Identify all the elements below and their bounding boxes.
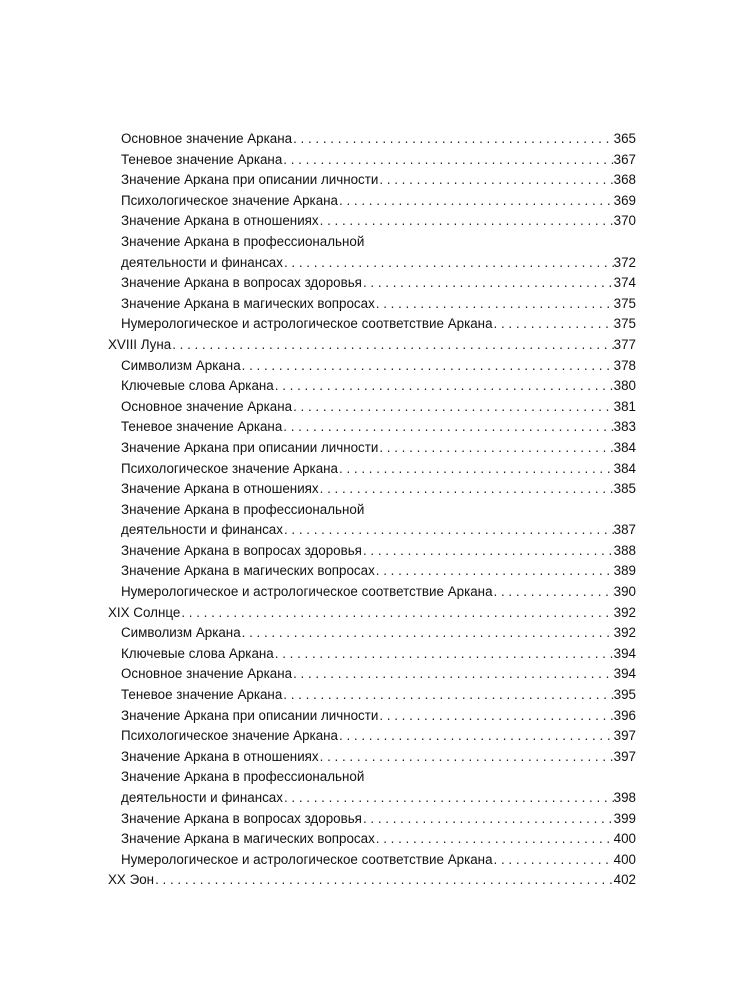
toc-entry-title: Значение Аркана в вопросах здоровья <box>121 275 362 291</box>
toc-entry-title: Нумерологическое и астрологическое соответствие Аркана <box>121 316 493 332</box>
toc-line <box>121 211 636 232</box>
toc-dot-leader <box>241 623 614 644</box>
toc-entry-title: Значение Аркана в отношениях <box>121 481 319 497</box>
toc-line <box>121 232 636 253</box>
toc-page-number: 388 <box>613 542 636 558</box>
toc-entry-title: Значение Аркана в профессиональной <box>121 769 365 785</box>
toc-page-number: 399 <box>613 810 636 826</box>
toc-section-entry <box>121 788 636 809</box>
toc-section-entry <box>121 150 636 171</box>
toc-page-number: 367 <box>613 151 636 167</box>
toc-line <box>121 294 636 315</box>
toc-entry-title: Основное значение Аркана <box>121 666 293 682</box>
toc-chapter-entry <box>108 603 636 624</box>
toc-dot-leader <box>493 850 614 871</box>
toc-section-entry <box>121 664 636 685</box>
toc-line <box>121 623 636 644</box>
toc-page-number: 375 <box>613 316 636 332</box>
toc-line <box>121 582 636 603</box>
toc-dot-leader <box>338 459 614 480</box>
toc-line <box>121 417 636 438</box>
toc-entry-title: Психологическое значение Аркана <box>121 460 338 476</box>
toc-line <box>121 500 636 521</box>
toc-line <box>121 788 636 809</box>
toc-section-entry <box>121 356 636 377</box>
toc-entry-title: Символизм Аркана <box>121 625 241 641</box>
toc-page-number: 372 <box>613 254 636 270</box>
toc-dot-leader <box>282 685 613 706</box>
toc-dot-leader <box>283 520 614 541</box>
toc-page-number: 390 <box>613 584 636 600</box>
toc-entry-title: Нумерологическое и астрологическое соответствие Аркана <box>121 584 493 600</box>
toc-section-entry <box>121 541 636 562</box>
toc-dot-leader <box>375 829 614 850</box>
toc-line <box>108 335 636 356</box>
toc-line <box>121 706 636 727</box>
toc-entry-title: Нумерологическое и астрологическое соответствие Аркана <box>121 851 493 867</box>
toc-section-entry <box>121 211 636 232</box>
toc-line <box>121 541 636 562</box>
toc-dot-leader <box>362 541 614 562</box>
toc-page-number: 385 <box>613 481 636 497</box>
toc-line <box>121 170 636 191</box>
toc-line <box>121 129 636 150</box>
toc-page-number: 394 <box>613 645 636 661</box>
toc-line <box>121 438 636 459</box>
toc-page-number: 400 <box>613 831 636 847</box>
toc-page-number: 395 <box>613 687 636 703</box>
toc-page-number: 383 <box>613 419 636 435</box>
toc-dot-leader <box>274 376 614 397</box>
toc-section-entry <box>121 294 636 315</box>
toc-line <box>121 664 636 685</box>
toc-section-entry <box>121 397 636 418</box>
toc-entry-title: Основное значение Аркана <box>121 398 293 414</box>
toc-entry-title: деятельности и финансах <box>121 790 283 805</box>
toc-dot-leader <box>378 170 613 191</box>
toc-entry-title: Теневое значение Аркана <box>121 419 283 435</box>
toc-dot-leader <box>362 273 614 294</box>
toc-line <box>121 726 636 747</box>
toc-dot-leader <box>493 582 614 603</box>
toc-section-entry <box>121 417 636 438</box>
toc-entry-title: Значение Аркана в профессиональной <box>121 501 365 517</box>
toc-page-number: 368 <box>613 172 636 188</box>
toc-dot-leader <box>493 314 614 335</box>
toc-page-number: 375 <box>613 295 636 311</box>
toc-line <box>121 253 636 274</box>
toc-section-entry <box>121 314 636 335</box>
toc-line <box>121 479 636 500</box>
toc-line <box>121 809 636 830</box>
toc-section-entry <box>121 850 636 871</box>
toc-dot-leader <box>319 211 614 232</box>
toc-entry-title: Значение Аркана в магических вопросах <box>121 295 375 311</box>
toc-line <box>121 397 636 418</box>
toc-entry-title: Теневое значение Аркана <box>121 687 283 703</box>
toc-entry-title: XVIII Луна <box>108 336 172 352</box>
toc-dot-leader <box>292 397 614 418</box>
toc-section-entry <box>121 829 636 850</box>
toc-page-number: 392 <box>613 625 636 641</box>
toc-page-number: 398 <box>613 790 636 805</box>
toc-section-entry <box>121 376 636 397</box>
toc-entry-title: Значение Аркана при описании личности <box>121 707 379 723</box>
toc-page-number: 389 <box>613 563 636 579</box>
toc-dot-leader <box>378 706 613 727</box>
toc-page-number: 369 <box>613 192 636 208</box>
toc-section-entry <box>121 582 636 603</box>
toc-dot-leader <box>274 644 614 665</box>
toc-entry-title: Значение Аркана в отношениях <box>121 213 319 229</box>
toc-section-entry <box>121 747 636 768</box>
toc-section-entry <box>121 232 636 253</box>
toc-entry-title: Основное значение Аркана <box>121 131 293 146</box>
toc-page-number: 397 <box>613 748 636 764</box>
toc-section-entry <box>121 767 636 788</box>
toc-section-entry <box>121 273 636 294</box>
toc-line <box>121 314 636 335</box>
toc-line <box>121 685 636 706</box>
toc-entry-title: Значение Аркана в отношениях <box>121 748 319 764</box>
toc-page-number: 370 <box>613 213 636 229</box>
toc-page-number: 397 <box>613 728 636 744</box>
toc-entry-title: Значение Аркана при описании личности <box>121 439 379 455</box>
toc-entry-title: Психологическое значение Аркана <box>121 728 338 744</box>
toc-dot-leader <box>283 788 614 809</box>
toc-dot-leader <box>154 870 614 891</box>
toc-entry-title: Теневое значение Аркана <box>121 151 283 167</box>
toc-section-entry <box>121 644 636 665</box>
toc-page-number: 394 <box>613 666 636 682</box>
toc-dot-leader <box>378 438 613 459</box>
toc-page-number: 392 <box>613 604 636 620</box>
toc-line <box>121 644 636 665</box>
toc-line <box>121 356 636 377</box>
toc-dot-leader <box>319 747 614 768</box>
toc-section-entry <box>121 623 636 644</box>
toc-page-number: 378 <box>613 357 636 373</box>
toc-entry-title: Значение Аркана в вопросах здоровья <box>121 542 362 558</box>
toc-entry-title: Психологическое значение Аркана <box>121 192 338 208</box>
toc-page-number: 380 <box>613 378 636 394</box>
toc-entry-title: XX Эон <box>108 872 155 888</box>
toc-page-number: 396 <box>613 707 636 723</box>
toc-entry-title: XIX Солнце <box>108 604 181 620</box>
toc-line <box>121 829 636 850</box>
toc-entry-title: деятельности и финансах <box>121 522 283 538</box>
toc-dot-leader <box>171 335 613 356</box>
toc-section-entry <box>121 520 636 541</box>
toc-page-number: 381 <box>613 398 636 414</box>
toc-entry-title: деятельности и финансах <box>121 254 283 270</box>
toc-line <box>108 870 636 891</box>
toc-page-number: 374 <box>613 275 636 291</box>
toc-section-entry <box>121 706 636 727</box>
toc-dot-leader <box>283 253 614 274</box>
toc-dot-leader <box>375 294 614 315</box>
toc-dot-leader <box>319 479 614 500</box>
toc-entry-title: Значение Аркана в магических вопросах <box>121 563 375 579</box>
toc-section-entry <box>121 129 636 150</box>
toc-dot-leader <box>338 191 614 212</box>
toc-entry-title: Символизм Аркана <box>121 357 241 373</box>
toc-line <box>121 273 636 294</box>
toc-dot-leader <box>362 809 614 830</box>
toc-dot-leader <box>241 356 614 377</box>
toc-dot-leader <box>282 417 613 438</box>
toc-line <box>121 191 636 212</box>
toc-line <box>121 561 636 582</box>
toc-page-number: 400 <box>613 851 636 867</box>
toc-line <box>121 747 636 768</box>
toc-entry-title: Ключевые слова Аркана <box>121 645 274 661</box>
toc-section-entry <box>121 809 636 830</box>
toc-section-entry <box>121 438 636 459</box>
toc-section-entry <box>121 170 636 191</box>
toc-page-number: 365 <box>613 131 636 146</box>
toc-line <box>121 767 636 788</box>
toc-section-entry <box>121 191 636 212</box>
toc-entry-title: Значение Аркана в профессиональной <box>121 233 365 249</box>
toc-dot-leader <box>338 726 614 747</box>
toc-section-entry <box>121 459 636 480</box>
toc-chapter-entry <box>108 870 636 891</box>
toc-entry-title: Значение Аркана в вопросах здоровья <box>121 810 362 826</box>
toc-line <box>108 603 636 624</box>
table-of-contents <box>0 129 750 891</box>
toc-entry-title: Ключевые слова Аркана <box>121 378 274 394</box>
toc-line <box>121 376 636 397</box>
toc-page-number: 377 <box>613 336 636 352</box>
toc-entry-title: Значение Аркана при описании личности <box>121 172 379 188</box>
toc-section-entry <box>121 685 636 706</box>
toc-chapter-entry <box>108 335 636 356</box>
toc-dot-leader <box>292 129 614 150</box>
toc-line <box>121 150 636 171</box>
toc-dot-leader <box>292 664 614 685</box>
toc-page-number: 384 <box>613 439 636 455</box>
toc-page-number: 387 <box>613 522 636 538</box>
toc-line <box>121 520 636 541</box>
toc-section-entry <box>121 561 636 582</box>
toc-section-entry <box>121 479 636 500</box>
toc-dot-leader <box>180 603 613 624</box>
toc-dot-leader <box>282 150 613 171</box>
toc-line <box>121 850 636 871</box>
toc-line <box>121 459 636 480</box>
toc-page-number: 384 <box>613 460 636 476</box>
toc-entry-title: Значение Аркана в магических вопросах <box>121 831 375 847</box>
toc-dot-leader <box>375 561 614 582</box>
toc-section-entry <box>121 253 636 274</box>
toc-section-entry <box>121 500 636 521</box>
toc-page-number: 402 <box>613 872 636 888</box>
toc-section-entry <box>121 726 636 747</box>
